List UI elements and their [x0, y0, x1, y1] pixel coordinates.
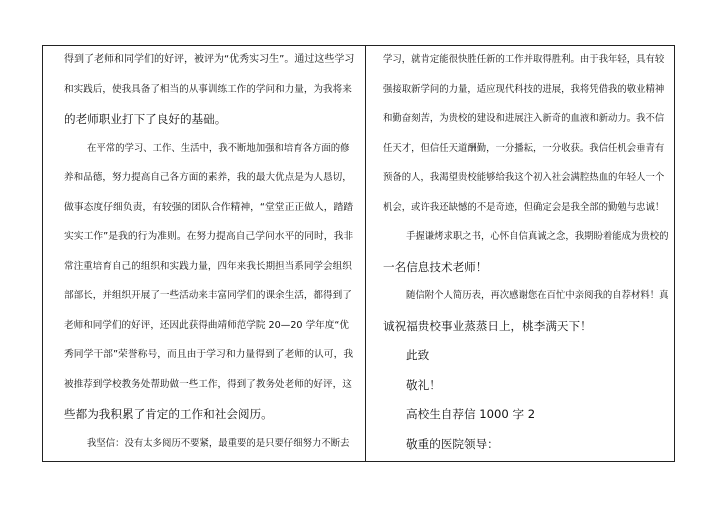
column-divider: [365, 45, 366, 462]
text-line: 部部长，并组织开展了一些活动来丰富同学们的课余生活，都得到了: [64, 290, 352, 301]
text-line: 此致: [406, 348, 430, 362]
text-line: 我坚信：没有太多阅历不要紧，最重要的是只要仔细努力不断去: [87, 438, 350, 449]
text-line: 高校生自荐信 1000 字 2: [406, 407, 536, 421]
text-line: 养和品德，努力提高自己各方面的素养，我的最大优点是为人恳切，: [64, 172, 352, 183]
text-line: 敬重的医院领导：: [406, 437, 499, 451]
text-line: 做事态度仔细负责，有较强的团队合作精神，“堂堂正正做人，踏踏: [64, 202, 354, 213]
text-line: 一名信息技术老师！: [383, 260, 488, 274]
text-line: 些都为我积累了肯定的工作和社会阅历。: [64, 407, 273, 421]
text-line: 手握谦烤求职之书，心怀自信真诚之念，我期盼着能成为贵校的: [406, 231, 669, 242]
text-line: 敬礼！: [406, 378, 441, 392]
text-line: 和实践后，使我具备了相当的从事训练工作的学问和力量，为我将来: [64, 84, 352, 95]
text-line: 和勤奋刻苦，为贵校的建设和进展注入新奇的血液和新动力。我不信: [383, 113, 665, 124]
text-line: 的老师职业打下了良好的基础。: [64, 112, 227, 126]
text-line: 实实工作”是我的行为准则。在努力提高自己学问水平的同时，我非: [64, 231, 354, 242]
text-line: 被推荐到学校教务处帮助做一些工作，得到了教务处老师的好评，这: [64, 379, 352, 390]
text-line: 得到了老师和同学们的好评，被评为“优秀实习生”。通过这些学习: [64, 54, 355, 65]
text-line: 常注重培育自己的组织和实践力量，四年来我长期担当系同学会组织: [64, 261, 352, 272]
text-line: 秀同学干部”荣誉称号，而且由于学习和力量得到了老师的认可，我: [64, 349, 354, 360]
text-line: 预备的人，我渴望贵校能够给我这个初入社会满腔热血的年轻人一个: [383, 172, 665, 183]
text-line: 学习，就肯定能很快胜任新的工作并取得胜利。由于我年轻，具有较: [383, 54, 665, 65]
text-line: 老师和同学们的好评，还因此获得曲靖师范学院 20—20 学年度“优: [64, 320, 349, 331]
text-line: 在平常的学习、工作、生活中，我不断地加强和培育各方面的修: [87, 143, 350, 154]
text-line: 强接取新学问的力量，适应现代科技的进展，我将凭借我的敬业精神: [383, 84, 665, 95]
text-line: 随信附个人简历表，再次感谢您在百忙中亲阅我的自荐材料！真: [406, 290, 669, 301]
text-line: 任天才，但信任天道酬勤，一分播耘，一分收获。我信任机会垂青有: [383, 143, 665, 154]
text-line: 诚祝福贵校事业蒸蒸日上，桃李满天下！: [383, 319, 592, 333]
text-line: 机会，或许我还缺憾的不是奇迹，但确定会是我全部的勤勉与忠诚！: [383, 202, 665, 213]
page-frame: [42, 45, 675, 462]
